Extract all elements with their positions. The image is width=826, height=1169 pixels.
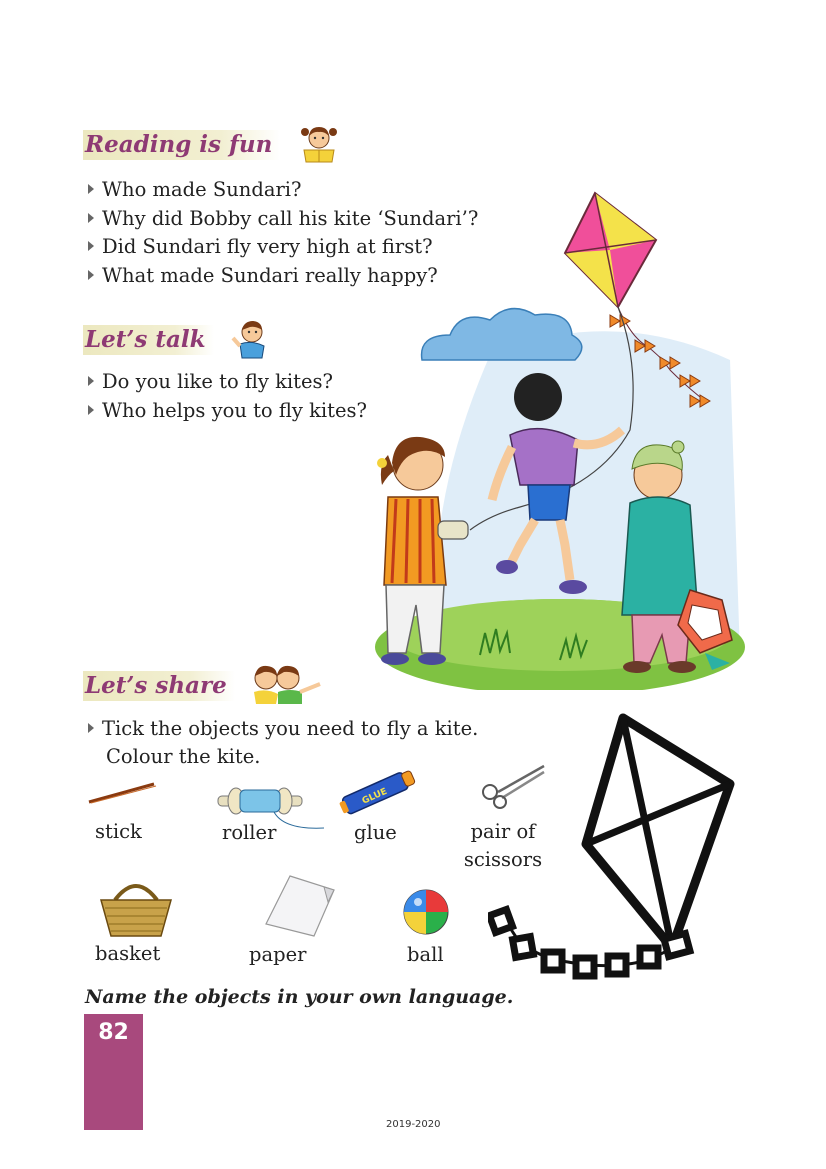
object-label-text: scissors — [463, 848, 543, 871]
boy-waving-icon — [230, 318, 272, 362]
basket-image — [97, 878, 175, 940]
reading-question-text: Why did Bobby call his kite ‘Sundari’? — [102, 207, 479, 230]
object-label — [354, 819, 397, 847]
arrow-bullet-icon — [88, 184, 94, 194]
object-label — [249, 941, 306, 969]
reading-question-text: Did Sundari fly very high at first? — [102, 235, 433, 258]
object-label — [95, 818, 142, 846]
reading-question-text: Who made Sundari? — [102, 178, 302, 201]
kite-icon — [488, 712, 738, 984]
object-label-text: pair of — [470, 820, 536, 843]
svg-text:GLUE: GLUE — [360, 786, 389, 807]
object-label-text: ball — [407, 943, 444, 966]
arrow-bullet-icon — [88, 405, 94, 415]
talk-heading-text: Let’s talk — [85, 326, 206, 353]
share-instruction — [88, 715, 478, 743]
reading-question — [88, 176, 301, 204]
share-heading-text: Let’s share — [85, 672, 227, 699]
reading-heading — [83, 130, 280, 160]
footer-note — [85, 986, 513, 1008]
girl-reading-icon — [296, 124, 342, 166]
year-label: 2019-2020 — [386, 1119, 441, 1130]
share-instruction-text: Tick the objects you need to fly a kite. — [102, 717, 479, 740]
glue-image — [336, 766, 420, 818]
object-label — [222, 819, 276, 847]
reading-question-text: What made Sundari really happy? — [102, 264, 438, 287]
kite-flying-illustration — [360, 185, 745, 690]
talk-question — [88, 368, 333, 396]
footer-note-text: Name the objects in your own language. — [85, 986, 514, 1008]
object-label-text: glue — [354, 821, 397, 844]
arrow-bullet-icon — [88, 213, 94, 223]
talk-question-text: Do you like to fly kites? — [102, 370, 334, 393]
two-children-icon — [246, 662, 322, 704]
arrow-bullet-icon — [88, 241, 94, 251]
share-instruction-line2 — [106, 743, 260, 771]
stick-image — [86, 780, 158, 806]
ball-image — [402, 888, 450, 936]
talk-question — [88, 397, 367, 425]
arrow-bullet-icon — [88, 723, 94, 733]
page-number-bar — [84, 1014, 143, 1130]
object-label-text: roller — [222, 821, 277, 844]
object-label — [95, 940, 160, 968]
page-number: 82 — [98, 1020, 129, 1045]
reading-heading-text: Reading is fun — [85, 131, 273, 158]
arrow-bullet-icon — [88, 270, 94, 280]
arrow-bullet-icon — [88, 376, 94, 386]
share-heading — [83, 671, 235, 701]
share-instruction-text-2: Colour the kite. — [106, 745, 261, 768]
object-label-text: stick — [95, 820, 142, 843]
object-label-text: basket — [95, 942, 161, 965]
object-label — [407, 941, 444, 969]
paper-image — [262, 874, 338, 938]
talk-question-text: Who helps you to fly kites? — [102, 399, 367, 422]
talk-heading — [83, 325, 214, 355]
object-label-text: paper — [249, 943, 307, 966]
